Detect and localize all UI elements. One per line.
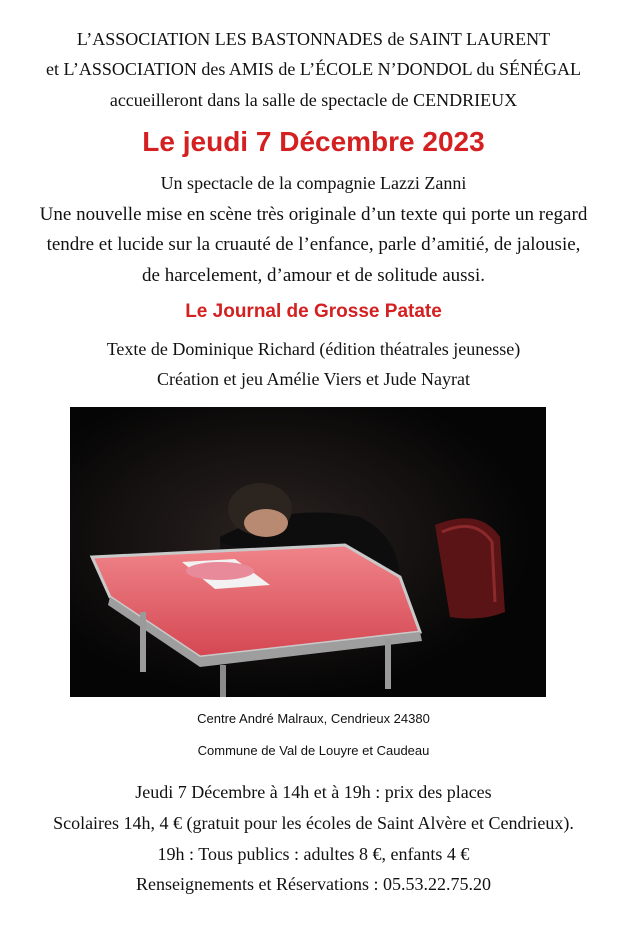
description-line-1: Un spectacle de la compagnie Lazzi Zanni bbox=[160, 173, 467, 193]
venue-line-2: Commune de Val de Louyre et Caudeau bbox=[197, 743, 430, 758]
credits-line-1: Texte de Dominique Richard (édition théatrales jeunesse) bbox=[106, 339, 521, 359]
description-line-4: de harcelement, d’amour et de solitude aussi. bbox=[142, 265, 485, 286]
header-line-3: accueilleront dans la salle de spectacle de CENDRIEUX bbox=[109, 90, 518, 110]
info-line-1: Jeudi 7 Décembre à 14h et à 19h : prix des places bbox=[135, 782, 492, 802]
photo-illustration bbox=[70, 407, 546, 697]
show-photo bbox=[70, 407, 546, 697]
info-line-3: 19h : Tous publics : adultes 8 €, enfants 4 € bbox=[157, 844, 470, 864]
venue-line-1: Centre André Malraux, Cendrieux 24380 bbox=[197, 711, 430, 726]
description-line-3: tendre et lucide sur la cruauté de l’enfance, parle d’amitié, de jalousie, bbox=[46, 234, 581, 255]
credits-line-2: Création et jeu Amélie Viers et Jude Nayrat bbox=[157, 369, 470, 389]
event-date-heading: Le jeudi 7 Décembre 2023 bbox=[142, 126, 485, 157]
info-line-4: Renseignements et Réservations : 05.53.22.75.20 bbox=[136, 874, 491, 894]
info-line-2: Scolaires 14h, 4 € (gratuit pour les écoles de Saint Alvère et Cendrieux). bbox=[53, 813, 574, 833]
header-line-2: et L’ASSOCIATION des AMIS de L’ÉCOLE N’DONDOL du SÉNÉGAL bbox=[46, 59, 581, 79]
header-line-1: L’ASSOCIATION LES BASTONNADES de SAINT LAURENT bbox=[76, 29, 551, 49]
description-line-2: Une nouvelle mise en scène très originale d’un texte qui porte un regard bbox=[39, 204, 588, 225]
show-title: Le Journal de Grosse Patate bbox=[185, 301, 442, 322]
